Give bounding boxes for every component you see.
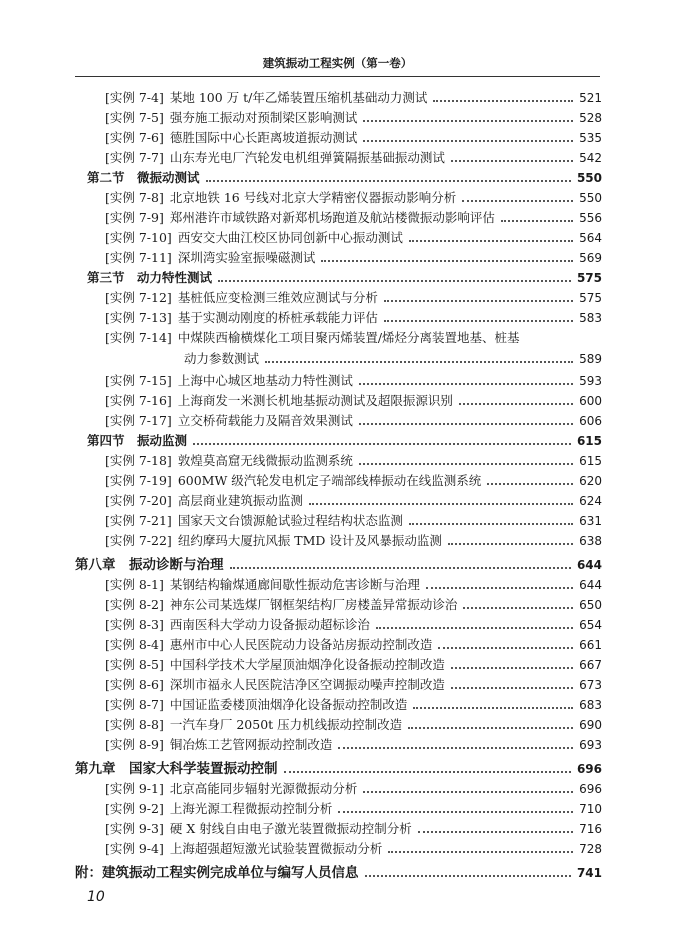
toc-entry[interactable] (105, 413, 602, 429)
toc-page-number: 741 (576, 866, 602, 880)
leader-dots (363, 140, 573, 142)
toc-entry-label: [实例 7-4] (105, 90, 164, 105)
toc-page-number: 550 (576, 171, 602, 185)
toc-entry-title: 纽约摩玛大厦抗风振 TMD 设计及风暴振动监测 (177, 533, 442, 548)
toc-entry-title: 惠州市中心人民医院动力设备站房振动控制改造 (169, 637, 433, 652)
toc-page-number: 728 (579, 842, 602, 856)
toc-entry[interactable] (105, 513, 602, 529)
running-header: 建筑振动工程实例（第一卷） (262, 56, 413, 70)
toc-entry-label: [实例 9-2] (105, 801, 164, 816)
leader-dots (438, 647, 573, 649)
toc-entry-title: 第八章 振动诊断与治理 (75, 557, 224, 573)
toc-entry[interactable] (105, 493, 602, 509)
toc-entry-label: [实例 7-7] (105, 150, 164, 165)
toc-entry-label: [实例 7-13] (105, 310, 172, 325)
toc-section-heading[interactable] (87, 170, 602, 186)
toc-entry[interactable] (105, 737, 602, 753)
toc-entry-title: 高层商业建筑振动监测 (177, 493, 303, 508)
toc-entry-title: 某地 100 万 t/年乙烯装置压缩机基础动力测试 (169, 90, 428, 105)
leader-dots (365, 875, 571, 877)
toc-entry-title: 第三节 动力特性测试 (87, 270, 213, 285)
toc-entry-label: [实例 9-3] (105, 821, 164, 836)
toc-entry-title: 深圳市福永人民医院洁净区空调振动噪声控制改造 (169, 677, 445, 692)
toc-entry-title: 上海超强超短激光试验装置微振动分析 (169, 841, 383, 856)
leader-dots (409, 523, 573, 525)
toc-entry-label: [实例 7-9] (105, 210, 164, 225)
toc-entry[interactable] (105, 657, 602, 673)
leader-dots (338, 747, 573, 749)
leader-dots (284, 771, 571, 773)
toc-entry[interactable] (105, 190, 602, 206)
toc-entry[interactable] (105, 717, 602, 733)
toc-page-number: 550 (579, 191, 602, 205)
toc-page-number: 521 (579, 91, 602, 105)
toc-entry[interactable] (105, 597, 602, 613)
toc-chapter-heading[interactable] (75, 761, 602, 777)
toc-entry[interactable] (105, 110, 602, 126)
toc-entry-title: 德胜国际中心长距离坡道振动测试 (169, 130, 358, 145)
toc-entry[interactable] (105, 533, 602, 549)
toc-page-number: 528 (579, 111, 602, 125)
toc-page-number: 661 (579, 638, 602, 652)
toc-page-number: 696 (576, 762, 602, 776)
toc-entry-label: [实例 7-16] (105, 393, 172, 408)
toc-entry-label: [实例 7-17] (105, 413, 172, 428)
leader-dots (359, 423, 573, 425)
toc-page-number: 615 (579, 454, 602, 468)
toc-entry-title: 第九章 国家大科学装置振动控制 (75, 761, 278, 777)
toc-entry[interactable] (105, 697, 602, 713)
toc-entry-label: [实例 8-6] (105, 677, 164, 692)
toc-entry-label: [实例 7-19] (105, 473, 172, 488)
toc-entry-title: 中煤陕西榆横煤化工项目聚丙烯装置/烯烃分离装置地基、桩基 (177, 330, 520, 345)
toc-entry-label: [实例 7-20] (105, 493, 172, 508)
toc-page-number: 631 (579, 514, 602, 528)
toc-entry-title: 敦煌莫高窟无线微振动监测系统 (177, 453, 353, 468)
leader-dots (363, 120, 573, 122)
toc-entry-title: 立交桥荷载能力及隔音效果测试 (177, 413, 353, 428)
toc-entry[interactable] (105, 130, 602, 146)
toc-entry[interactable] (105, 677, 602, 693)
leader-dots (448, 543, 573, 545)
toc-page-number: 593 (579, 374, 602, 388)
toc-entry-label: [实例 7-22] (105, 533, 172, 548)
leader-dots (418, 831, 573, 833)
toc-entry-title: 中国证监委楼顶油烟净化设备振动控制改造 (169, 697, 408, 712)
header-rule (75, 76, 600, 77)
toc-page-number: 620 (579, 474, 602, 488)
toc-entry[interactable] (105, 801, 602, 817)
toc-section-heading[interactable] (87, 433, 602, 449)
toc-entry-label: [实例 8-1] (105, 577, 164, 592)
toc-entry-label: [实例 8-5] (105, 657, 164, 672)
toc-entry[interactable] (105, 150, 602, 166)
leader-dots (321, 260, 573, 262)
toc-page-number: 654 (579, 618, 602, 632)
leader-dots (451, 667, 573, 669)
leader-dots (409, 240, 573, 242)
leader-dots (487, 483, 573, 485)
leader-dots (451, 687, 573, 689)
leader-dots (426, 587, 573, 589)
toc-entry[interactable] (105, 310, 602, 326)
leader-dots (193, 443, 571, 445)
toc-page-number: 710 (579, 802, 602, 816)
toc-page-number: 673 (579, 678, 602, 692)
toc-entry-title: 第四节 振动监测 (87, 433, 188, 448)
toc-page-number: 716 (579, 822, 602, 836)
toc-entry-title: 山东寿光电厂汽轮发电机组弹簧隔振基础振动测试 (169, 150, 445, 165)
toc-entry-title-continuation: 动力参数测试 (184, 351, 260, 366)
toc-entry-title: 西南医科大学动力设备振动超标诊治 (169, 617, 370, 632)
toc-page-number: 690 (579, 718, 602, 732)
toc-entry-label: [实例 8-3] (105, 617, 164, 632)
toc-entry-title: 第二节 微振动测试 (87, 170, 200, 185)
leader-dots (463, 607, 573, 609)
leader-dots (338, 811, 573, 813)
leader-dots (413, 707, 573, 709)
toc-entry-title: 上海中心城区地基动力特性测试 (177, 373, 353, 388)
leader-dots (384, 320, 573, 322)
toc-entry-title: 神东公司某选煤厂钢框架结构厂房楼盖异常振动诊治 (169, 597, 458, 612)
toc-page-number: 644 (576, 558, 602, 572)
leader-dots (462, 200, 573, 202)
leader-dots (359, 463, 573, 465)
leader-dots (218, 280, 571, 282)
leader-dots (408, 727, 573, 729)
toc-page-number: 569 (579, 251, 602, 265)
toc-entry-title: 郑州港许市域铁路对新郑机场跑道及航站楼微振动影响评估 (169, 210, 495, 225)
toc-entry-title: 北京高能同步辐射光源微振动分析 (169, 781, 358, 796)
toc-entry-title: 中国科学技术大学屋顶油烟净化设备振动控制改造 (169, 657, 445, 672)
toc-entry-label: [实例 8-2] (105, 597, 164, 612)
toc-entry-title: 北京地铁 16 号线对北京大学精密仪器振动影响分析 (169, 190, 457, 205)
toc-page-number: 615 (576, 434, 602, 448)
toc-entry[interactable] (105, 577, 602, 593)
toc-page-number: 589 (579, 352, 602, 366)
toc-page-number: 644 (579, 578, 602, 592)
leader-dots (230, 567, 571, 569)
leader-dots (501, 220, 573, 222)
toc-entry-title: 基于实测动刚度的桥桩承载能力评估 (177, 310, 378, 325)
leader-dots (363, 791, 573, 793)
toc-entry-title: 600MW 级汽轮发电机定子端部线棒振动在线监测系统 (177, 473, 482, 488)
toc-entry-label: [实例 8-8] (105, 717, 164, 732)
toc-entry-title: 一汽车身厂 2050t 压力机线振动控制改造 (169, 717, 403, 732)
toc-entry-label: [实例 7-21] (105, 513, 172, 528)
toc-entry[interactable] (105, 453, 602, 469)
toc-entry[interactable] (105, 637, 602, 653)
toc-entry[interactable] (105, 373, 602, 389)
toc-page-number: 542 (579, 151, 602, 165)
toc-entry-label: [实例 8-4] (105, 637, 164, 652)
toc-entry[interactable] (105, 781, 602, 797)
toc-entry-title: 上海商发一米测长机地基振动测试及超限振源识别 (177, 393, 453, 408)
toc-entry-title: 国家天文台馈源舱试验过程结构状态监测 (177, 513, 403, 528)
toc-entry-label: [实例 9-1] (105, 781, 164, 796)
toc-entry-label: [实例 7-12] (105, 290, 172, 305)
toc-page-number: 624 (579, 494, 602, 508)
leader-dots (376, 627, 573, 629)
toc-entry-title: 基桩低应变检测三维效应测试与分析 (177, 290, 378, 305)
toc-entry[interactable] (105, 473, 602, 489)
toc-entry[interactable] (105, 250, 602, 266)
toc-entry-label: [实例 9-4] (105, 841, 164, 856)
toc-entry-label: [实例 7-14] (105, 330, 172, 345)
toc-page-number: 600 (579, 394, 602, 408)
toc-entry-title: 铜冶炼工艺管网振动控制改造 (169, 737, 333, 752)
leader-dots (459, 403, 573, 405)
toc-entry-label: [实例 8-9] (105, 737, 164, 752)
toc-entry-title: 深圳湾实验室振噪磁测试 (177, 250, 316, 265)
toc-entry[interactable] (105, 290, 602, 306)
toc-page-number: 575 (576, 271, 602, 285)
toc-entry[interactable] (105, 821, 602, 837)
toc-page-number: 583 (579, 311, 602, 325)
leader-dots (388, 851, 573, 853)
leader-dots (384, 300, 573, 302)
toc-page-number: 667 (579, 658, 602, 672)
toc-entry-title: 强夯施工振动对预制梁区影响测试 (169, 110, 358, 125)
toc-page-number: 683 (579, 698, 602, 712)
toc-entry[interactable] (105, 230, 602, 246)
leader-dots (433, 100, 573, 102)
toc-page-number: 575 (579, 291, 602, 305)
leader-dots (309, 503, 573, 505)
toc-entry-label: [实例 7-11] (105, 250, 172, 265)
toc-entry[interactable] (105, 841, 602, 857)
leader-dots (451, 160, 573, 162)
toc-page-number: 564 (579, 231, 602, 245)
toc-page-number: 535 (579, 131, 602, 145)
toc-section-heading[interactable] (87, 270, 602, 286)
toc-entry-label: [实例 7-15] (105, 373, 172, 388)
toc-entry-label: [实例 7-10] (105, 230, 172, 245)
toc-page-number: 556 (579, 211, 602, 225)
toc-page-number: 606 (579, 414, 602, 428)
toc-page-number: 693 (579, 738, 602, 752)
toc-entry[interactable] (105, 210, 602, 226)
leader-dots (359, 383, 573, 385)
toc-entry-title: 硬 X 射线自由电子激光装置微振动控制分析 (169, 821, 412, 836)
toc-entry-title: 附：建筑振动工程实例完成单位与编写人员信息 (75, 865, 359, 881)
leader-dots (206, 180, 571, 182)
toc-entry[interactable] (105, 330, 602, 346)
toc-chapter-heading[interactable] (75, 557, 602, 573)
toc-entry-continuation (184, 351, 602, 367)
toc-entry-label: [实例 8-7] (105, 697, 164, 712)
toc-entry-label: [实例 7-6] (105, 130, 164, 145)
toc-entry-title: 上海光源工程微振动控制分析 (169, 801, 333, 816)
toc-entry-label: [实例 7-5] (105, 110, 164, 125)
toc-entry-label: [实例 7-18] (105, 453, 172, 468)
toc-entry-title: 某钢结构输煤通廊间歇性振动危害诊断与治理 (169, 577, 420, 592)
toc-entry-title: 西安交大曲江校区协同创新中心振动测试 (177, 230, 403, 245)
toc-entry[interactable] (105, 393, 602, 409)
toc-page-number: 638 (579, 534, 602, 548)
page-number: 10 (87, 889, 105, 905)
toc-entry-label: [实例 7-8] (105, 190, 164, 205)
toc-page-number: 696 (579, 782, 602, 796)
toc-page-number: 650 (579, 598, 602, 612)
leader-dots (265, 361, 573, 363)
toc-entry[interactable] (105, 617, 602, 633)
toc-entry[interactable] (105, 90, 602, 106)
toc-appendix-heading[interactable] (75, 865, 602, 881)
